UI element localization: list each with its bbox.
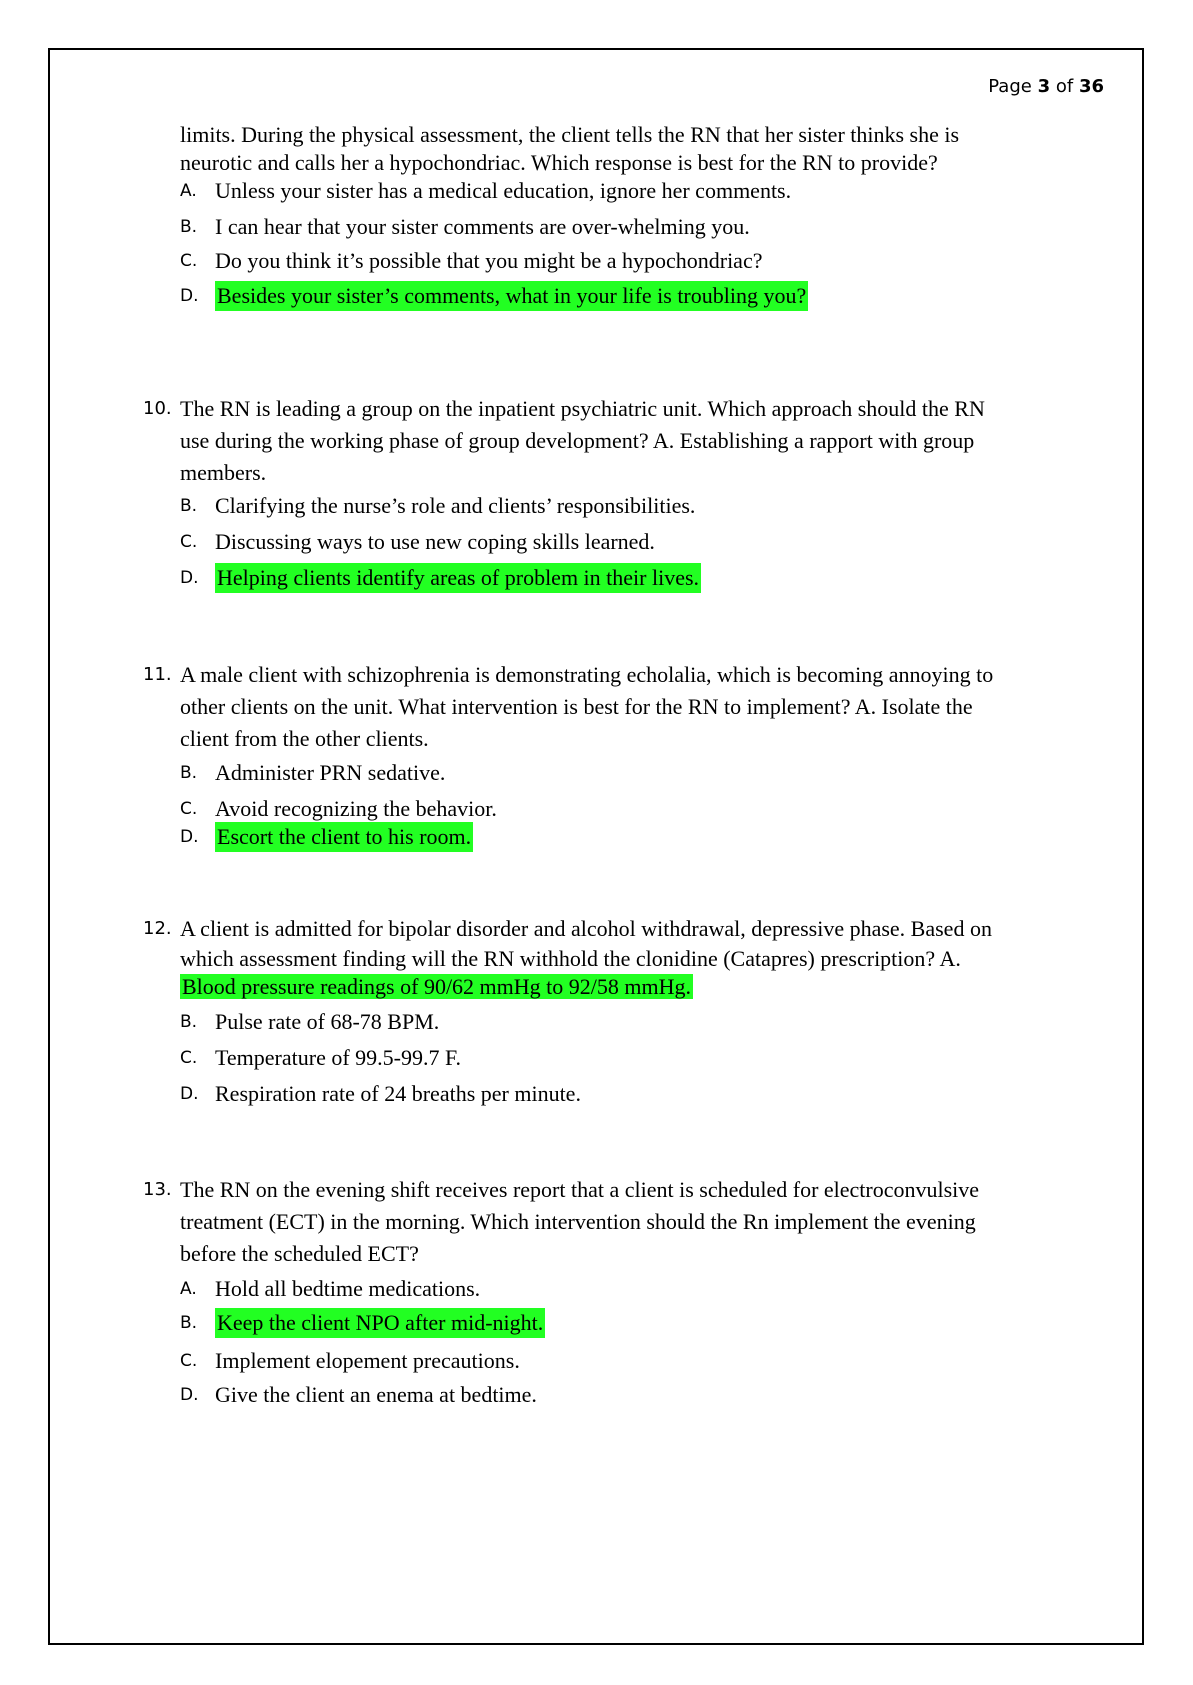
page-of-label: of [1055,76,1074,97]
answer-highlight: Helping clients identify areas of problem in their lives. [215,563,701,593]
page-current: 3 [1037,76,1051,97]
question-9-stem: limits. During the physical assessment, the client tells the RN that her sister thinks she is neurotic and calls her a hypochondriac. Which response is best for the RN to provide? [180,122,960,175]
question-12-number: 12. [143,918,172,939]
question-13-number: 13. [143,1179,172,1200]
page-total: 36 [1078,76,1104,97]
answer-highlight: Escort the client to his room. [215,822,473,852]
answer-highlight: Keep the client NPO after mid-night. [215,1308,545,1338]
page-number [988,76,1104,97]
question-13-stem: The RN on the evening shift receives report that a client is scheduled for electroconvulsive treatment (ECT) in the morning. Which intervention should the Rn implement the evening before the scheduled ECT? [180,1177,980,1266]
question-11-number: 11. [143,664,172,685]
answer-highlight: Blood pressure readings of 90/62 mmHg to 92/58 mmHg. [182,974,692,999]
question-10-number: 10. [143,398,172,419]
answer-highlight: Besides your sister’s comments, what in your life is troubling you? [215,281,808,311]
page-label: Page [988,76,1032,97]
question-10-stem: The RN is leading a group on the inpatient psychiatric unit. Which approach should the RN use during the working phase of group development? A. Establishing a rapport with group members. [180,396,985,485]
question-12-stem: A client is admitted for bipolar disorder and alcohol withdrawal, depressive phase. Based on which assessment finding will the RN withhold the clonidine (Catapres) prescription? A. Blood pressure readings of 90/62 mmHg to 92/58 mmHg. [180,916,992,999]
question-11-stem: A male client with schizophrenia is demonstrating echolalia, which is becoming annoying to other clients on the unit. What intervention is best for the RN to implement? A. Isolate the client from the other clients. [180,662,994,751]
